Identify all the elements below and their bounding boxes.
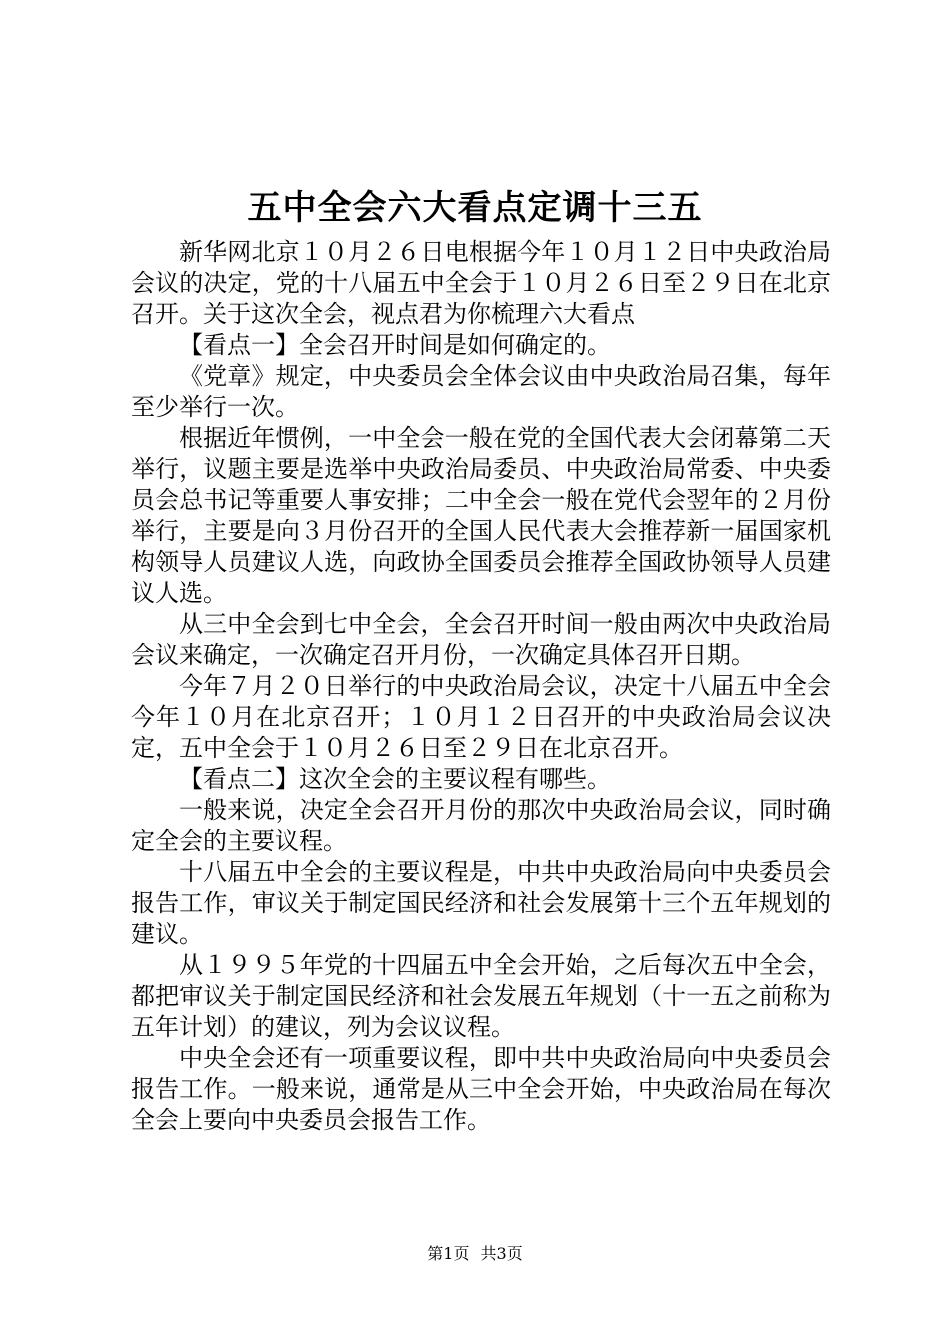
page-total: 共3页 [480,1244,523,1263]
paragraph: 中央全会还有一项重要议程，即中共中央政治局向中央委员会报告工作。一般来说，通常是从三中全会开始，中央政治局在每次全会上要向中央委员会报告工作。 [131,1044,831,1134]
document-body [131,237,831,1136]
paragraph: 《党章》规定，中央委员会全体会议由中央政治局召集，每年至少举行一次。 [131,362,831,421]
paragraph: 十八届五中全会的主要议程是，中共中央政治局向中央委员会报告工作，审议关于制定国民经济和社会发展第十三个五年规划的建议。 [131,858,831,948]
document-title: 五中全会六大看点定调十三五 [247,188,703,228]
paragraph: 新华网北京１０月２６日电根据今年１０月１２日中央政治局会议的决定，党的十八届五中全会于１０月２６日至２９日在北京召开。关于这次全会，视点君为你梳理六大看点 [131,238,831,328]
paragraph: 今年７月２０日举行的中央政治局会议，决定十八届五中全会今年１０月在北京召开；１０月１２日召开的中央政治局会议决定，五中全会于１０月２６日至２９日在北京召开。 [131,672,831,762]
page-footer [0,1244,950,1264]
paragraph: 【看点一】全会召开时间是如何确定的。 [179,331,611,359]
paragraph: 一般来说，决定全会召开月份的那次中央政治局会议，同时确定全会的主要议程。 [131,796,831,855]
page-number: 第1页 [427,1244,470,1263]
paragraph: 根据近年惯例，一中全会一般在党的全国代表大会闭幕第二天举行，议题主要是选举中央政治局委员、中央政治局常委、中央委员会总书记等重要人事安排；二中全会一般在党代会翌年的２月份举行，主要是向３月份召开的全国人民代表大会推荐新一届国家机构领导人员建议人选，向政协全国委员会推荐全国政协领导人员建议人选。 [131,424,831,607]
paragraph: 【看点二】这次全会的主要议程有哪些。 [179,765,611,793]
paragraph: 从１９９５年党的十四届五中全会开始，之后每次五中全会，都把审议关于制定国民经济和社会发展五年规划（十一五之前称为五年计划）的建议，列为会议议程。 [131,951,831,1041]
paragraph: 从三中全会到七中全会，全会召开时间一般由两次中央政治局会议来确定，一次确定召开月份，一次确定具体召开日期。 [131,610,831,669]
